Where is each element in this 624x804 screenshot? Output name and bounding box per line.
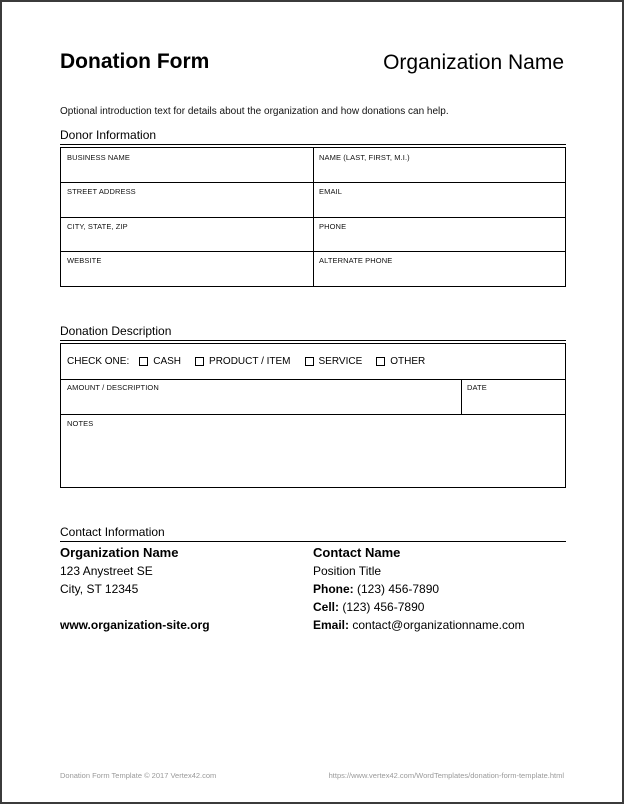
product-item-label: PRODUCT / ITEM bbox=[209, 356, 291, 367]
email-value[interactable]: contact@organizationname.com bbox=[352, 618, 525, 632]
contact-cell-line bbox=[313, 598, 573, 616]
city-state-zip-field[interactable]: CITY, STATE, ZIP bbox=[67, 222, 128, 231]
business-name-field[interactable]: BUSINESS NAME bbox=[67, 153, 130, 162]
donor-section-rule bbox=[60, 144, 566, 145]
email-label: Email: bbox=[313, 618, 350, 632]
contact-section-rule bbox=[60, 541, 566, 542]
form-title: Donation Form bbox=[60, 50, 210, 73]
website-field[interactable]: WEBSITE bbox=[67, 256, 102, 265]
org-website-link[interactable]: www.organization-site.org bbox=[60, 618, 210, 632]
donation-row-divider bbox=[61, 414, 565, 415]
intro-text: Optional introduction text for details about the organization and how donations can help. bbox=[60, 106, 449, 117]
service-label: SERVICE bbox=[318, 356, 363, 367]
date-column-divider bbox=[461, 379, 462, 414]
check-one-row bbox=[67, 356, 439, 367]
contact-person-name: Contact Name bbox=[313, 545, 401, 560]
alternate-phone-field[interactable]: ALTERNATE PHONE bbox=[319, 256, 393, 265]
phone-field[interactable]: PHONE bbox=[319, 222, 347, 231]
donation-section-title: Donation Description bbox=[60, 324, 172, 338]
organization-contact-block bbox=[60, 544, 300, 634]
cash-checkbox[interactable] bbox=[139, 357, 148, 366]
service-checkbox[interactable] bbox=[305, 357, 314, 366]
footer-url[interactable]: https://www.vertex42.com/WordTemplates/donation-form-template.html bbox=[328, 771, 564, 780]
cell-label: Cell: bbox=[313, 600, 340, 614]
footer-copyright: Donation Form Template © 2017 Vertex42.com bbox=[60, 771, 217, 780]
product-item-checkbox[interactable] bbox=[195, 357, 204, 366]
check-one-label: CHECK ONE: bbox=[67, 356, 130, 367]
contact-position: Position Title bbox=[313, 564, 382, 578]
street-address-field[interactable]: STREET ADDRESS bbox=[67, 187, 136, 196]
date-field[interactable]: DATE bbox=[467, 383, 487, 392]
donor-row-divider bbox=[61, 251, 565, 252]
other-checkbox[interactable] bbox=[376, 357, 385, 366]
amount-description-field[interactable]: AMOUNT / DESCRIPTION bbox=[67, 383, 159, 392]
cell-value: (123) 456-7890 bbox=[342, 600, 425, 614]
donor-info-table bbox=[60, 147, 566, 287]
contact-phone-line bbox=[313, 580, 573, 598]
donor-row-divider bbox=[61, 217, 565, 218]
person-contact-block bbox=[313, 544, 573, 634]
donation-table bbox=[60, 343, 566, 488]
option-other[interactable] bbox=[376, 356, 425, 367]
contact-email-line bbox=[313, 616, 573, 634]
other-label: OTHER bbox=[390, 356, 426, 367]
phone-value: (123) 456-7890 bbox=[357, 582, 440, 596]
contact-section-title: Contact Information bbox=[60, 525, 165, 539]
notes-field[interactable]: NOTES bbox=[67, 419, 94, 428]
org-contact-name: Organization Name bbox=[60, 545, 179, 560]
email-field[interactable]: EMAIL bbox=[319, 187, 343, 196]
option-service[interactable] bbox=[305, 356, 363, 367]
cash-label: CASH bbox=[153, 356, 182, 367]
donation-section-rule bbox=[60, 340, 566, 341]
donor-row-divider bbox=[61, 182, 565, 183]
org-address-line1: 123 Anystreet SE bbox=[60, 564, 153, 578]
org-address-line2: City, ST 12345 bbox=[60, 582, 139, 596]
option-cash[interactable] bbox=[139, 356, 181, 367]
donor-section-title: Donor Information bbox=[60, 128, 157, 142]
option-product-item[interactable] bbox=[195, 356, 290, 367]
organization-heading: Organization Name bbox=[383, 51, 564, 74]
donor-name-field[interactable]: NAME (LAST, FIRST, M.I.) bbox=[319, 153, 410, 162]
phone-label: Phone: bbox=[313, 582, 354, 596]
donation-row-divider bbox=[61, 379, 565, 380]
